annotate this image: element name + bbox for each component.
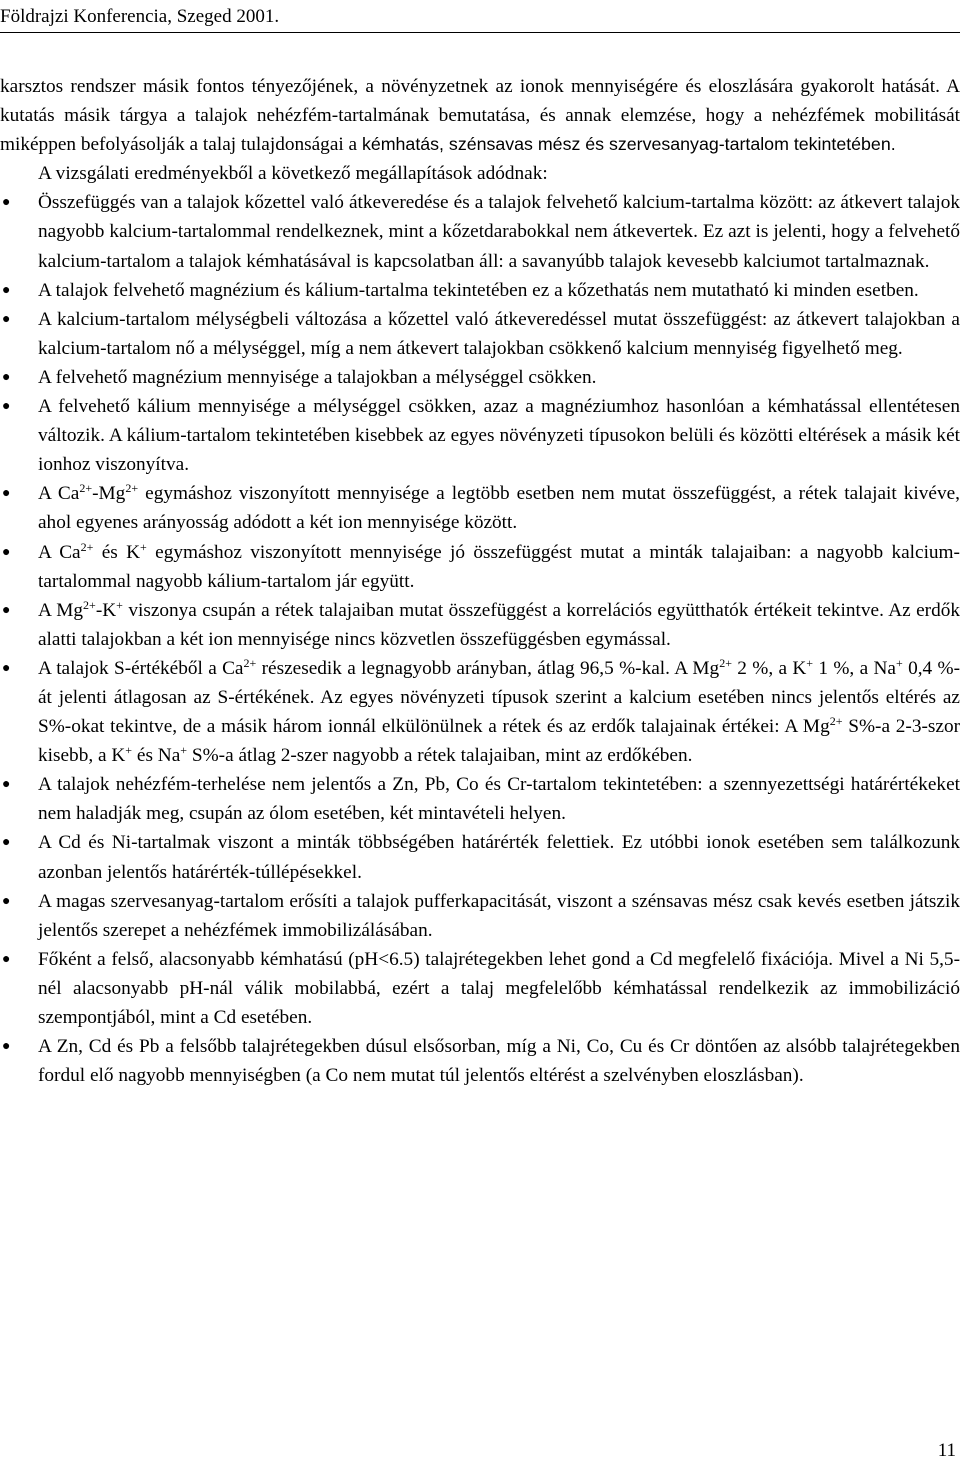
list-item	[0, 770, 960, 828]
text-run: S%-a átlag 2-szer nagyobb a rétek talajaiban, mint az erdőkében.	[187, 745, 693, 767]
superscript: +	[116, 597, 123, 612]
list-item-text: Főként a felső, alacsonyabb kémhatású (pH<6.5) talajrétegekben lehet gond a Cd megfelelő fixációja. Mivel a Ni 5,5-nél alacsonyabb pH-nál válik mobilabbá, ezért a talaj megfelelőbb kémhatással rendelkezik az immobilizáció szempontjából, mint a Cd esetében.	[38, 948, 960, 1028]
superscript: +	[895, 655, 903, 670]
list-item-text: A kalcium-tartalom mélységbeli változása a kőzettel való átkeveredéssel mutat összefüggést: az átkevert talajokban a kalcium-tartalom nő a mélységgel, míg a nem átkevert talajokban csökkenő kalcium mennyiség figyelhető meg.	[38, 308, 960, 359]
superscript: 2+	[80, 539, 94, 554]
superscript: +	[806, 655, 814, 670]
running-header: Földrajzi Konferencia, Szeged 2001.	[0, 6, 280, 27]
text-run: részesedik a legnagyobb arányban, átlag 96,5 %-kal. A Mg	[256, 657, 720, 679]
list-item-text: A Zn, Cd és Pb a felsőbb talajrétegekben dúsul elsősorban, míg a Ni, Co, Cu és Cr döntően az alsóbb talajrétegekben fordul elő nagyobb mennyiségben (a Co nem mutat túl jelentős eltérést a szelvényben eloszlásban).	[38, 1036, 960, 1087]
text-run: A Ca	[38, 483, 80, 505]
bullet-icon: ●	[2, 311, 11, 327]
bullet-icon: ●	[2, 282, 11, 298]
bullet-icon: ●	[2, 660, 11, 676]
superscript: 2+	[79, 481, 93, 496]
superscript: 2+	[83, 597, 96, 612]
list-item	[0, 1032, 960, 1090]
bullet-icon: ●	[2, 893, 11, 909]
bullet-icon: ●	[2, 544, 11, 560]
text-run: A Mg	[38, 599, 84, 621]
list-item-text: A felvehető kálium mennyisége a mélységgel csökken, azaz a magnéziumhoz hasonlóan a kémhatással ellentétesen változik. A kálium-tartalom tekintetében kisebbek az egyes növényzeti típusokon belüli és közötti eltérések a másik két ionhoz viszonyítva.	[38, 396, 960, 476]
bullet-icon: ●	[2, 777, 11, 793]
list-item	[0, 945, 960, 1032]
bullet-icon: ●	[2, 951, 11, 967]
page-number: 11	[937, 1440, 956, 1461]
superscript: +	[125, 743, 133, 758]
paragraph-intro-text	[0, 72, 960, 159]
list-item-text: A felvehető magnézium mennyisége a talajokban a mélységgel csökken.	[38, 366, 597, 388]
text-run: -Mg	[92, 483, 126, 505]
text-run: A talajok S-értékéből a Ca	[38, 657, 244, 679]
bullet-icon: ●	[2, 835, 11, 851]
list-item	[0, 596, 960, 654]
superscript: 2+	[243, 655, 257, 670]
superscript: +	[140, 539, 147, 554]
list-item	[0, 188, 960, 275]
superscript: 2+	[829, 714, 843, 729]
text-run: egymáshoz viszonyított mennyisége a legtöbb esetben nem mutat összefüggést, a rétek talajait kivéve, ahol egyenes arányosság adódott a két ion mennyisége között.	[38, 483, 960, 534]
text-run: és K	[93, 541, 141, 563]
header-divider	[0, 32, 960, 33]
text-run: A Ca	[38, 541, 81, 563]
list-item	[0, 479, 960, 537]
list-item-text: Összefüggés van a talajok kőzettel való átkeveredése és a talajok felvehető kalcium-tartalma között: az átkevert talajok nagyobb kalcium-tartalommal rendelkeznek, mint a kőzetdarabokkal nem átkevertek. Ez azt is jelenti, hogy a felvehető kalcium-tartalom a talajok kémhatásával is kapcsolatban áll: a savanyúbb talajok kevesebb kalciumot tartalmaznak.	[38, 192, 960, 272]
findings-list	[0, 188, 960, 1090]
list-item-text: A talajok nehézfém-terhelése nem jelentős a Zn, Pb, Co és Cr-tartalom tekintetében: a szennyezettségi határértékeket nem haladják meg, csupán az ólom esetében, két mintavételi helyen.	[38, 774, 960, 825]
list-item	[0, 305, 960, 363]
list-item	[0, 363, 960, 392]
superscript: 2+	[125, 481, 139, 496]
bullet-icon: ●	[2, 369, 11, 385]
text-run: egymáshoz viszonyított mennyisége jó összefüggést mutat a minták talajaiban: a nagyobb kalcium-tartalommal nagyobb kálium-tartalom jár együtt.	[38, 541, 960, 592]
list-item-text: A magas szervesanyag-tartalom erősíti a talajok pufferkapacitását, viszont a szénsavas mész csak kevés esetben játszik jelentős szerepet a nehézfémek immobilizálásában.	[38, 890, 960, 941]
superscript: 2+	[719, 655, 732, 670]
text-run: 0,4 %-át jelenti átlagosan az S-értékének. Az egyes növényzeti típusok szerint a kalcium esetében nincs jelentős eltérés az S%-okat tekintve, de a másik három ionnál elkülönülnek a rétek és az erdők talajainak értékei: A Mg	[38, 657, 960, 738]
list-item-text: A talajok felvehető magnézium és kálium-tartalma tekintetében ez a kőzethatás nem mutatható ki minden esetben.	[38, 279, 919, 301]
list-item	[0, 828, 960, 886]
findings-intro: A vizsgálati eredményekből a következő megállapítások adódnak:	[38, 163, 548, 185]
list-item	[0, 538, 960, 596]
page-body	[0, 72, 960, 1090]
text-run: és Na	[132, 745, 181, 767]
bullet-icon: ●	[2, 486, 11, 502]
bullet-icon: ●	[2, 195, 11, 211]
list-item-text: A Cd és Ni-tartalmak viszont a minták többségében határérték felettiek. Ez utóbbi ionok esetében sem találkozunk azonban jelentős határérték-túllépésekkel.	[38, 832, 960, 883]
paragraph-part-2: kémhatás, szénsavas mész és szervesanyag-tartalom tekintetében.	[361, 134, 896, 155]
list-item	[0, 654, 960, 770]
bullet-icon: ●	[2, 602, 11, 618]
list-item	[0, 392, 960, 479]
list-item	[0, 887, 960, 945]
text-run: -K	[95, 599, 117, 621]
text-run: 2 %, a K	[731, 657, 807, 679]
list-item	[0, 276, 960, 305]
text-run: 1 %, a Na	[813, 657, 896, 679]
superscript: +	[180, 743, 188, 758]
paragraph-part-1: karsztos rendszer másik fontos tényezőjének, a növényzetnek az ionok mennyiségére és eloszlására gyakorolt hatását. A kutatás másik tárgya a talajok nehézfém-tartalmának bemutatása, és annak elemzése, hogy a nehézfémek mobilitását miképpen befolyásolják a talaj tulajdonságai a	[0, 76, 960, 156]
bullet-icon: ●	[2, 1039, 11, 1055]
text-run: viszonya csupán a rétek talajaiban mutat összefüggést a korrelációs együtthatók értékeit tekintve. Az erdők alatti talajokban a két ion mennyisége nincs közvetlen összefüggésben egymással.	[38, 599, 960, 650]
bullet-icon: ●	[2, 399, 11, 415]
text-run: S%-a 2-3-szor kisebb, a K	[38, 716, 960, 767]
